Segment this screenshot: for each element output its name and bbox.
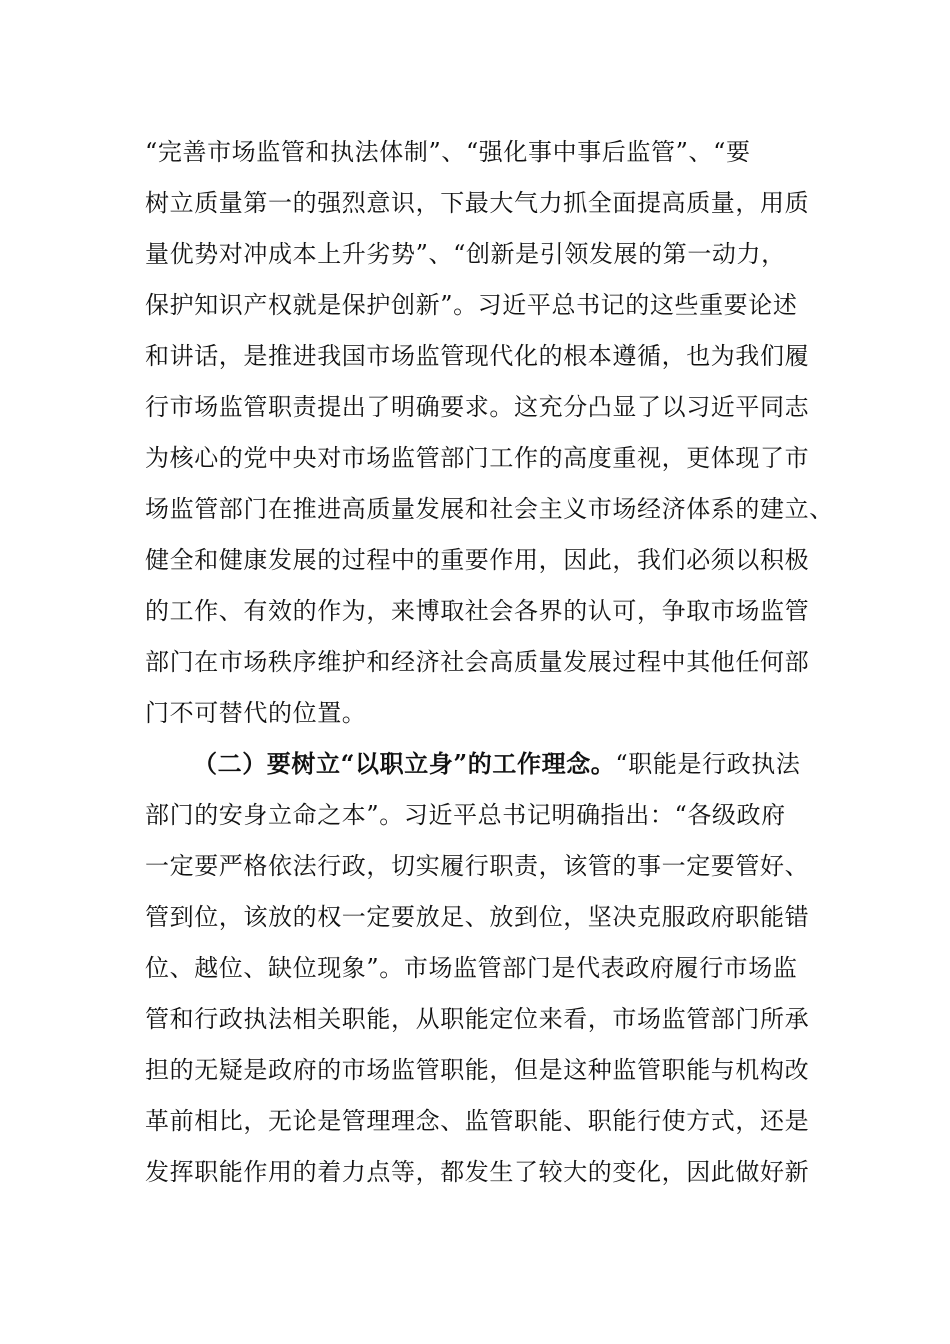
paragraph-2-line: 一定要严格依法行政，切实履行职责，该管的事一定要管好、	[145, 852, 810, 880]
paragraph-1-line: 门不可替代的位置。	[145, 699, 367, 727]
paragraph-1-line: 健全和健康发展的过程中的重要作用，因此，我们必须以积极	[145, 546, 810, 574]
paragraph-2-line: 管到位，该放的权一定要放足、放到位，坚决克服政府职能错	[145, 903, 810, 931]
paragraph-1-line: 部门在市场秩序维护和经济社会高质量发展过程中其他任何部	[145, 648, 810, 676]
paragraph-2-line: 担的无疑是政府的市场监管职能，但是这种监管职能与机构改	[145, 1056, 810, 1084]
paragraph-2-line: 位、越位、缺位现象”。市场监管部门是代表政府履行市场监	[145, 954, 798, 982]
paragraph-2-text: “职能是行政执法	[615, 750, 801, 778]
paragraph-1-line: 的工作、有效的作为，来博取社会各界的认可，争取市场监管	[145, 597, 810, 625]
paragraph-2-line: 革前相比，无论是管理理念、监管职能、职能行使方式，还是	[145, 1107, 810, 1135]
paragraph-1-line: 场监管部门在推进高质量发展和社会主义市场经济体系的建立、	[145, 495, 834, 523]
paragraph-1-line: 为核心的党中央对市场监管部门工作的高度重视，更体现了市	[145, 444, 810, 472]
paragraph-2-line: 管和行政执法相关职能，从职能定位来看，市场监管部门所承	[145, 1005, 810, 1033]
paragraph-1-line: “完善市场监管和执法体制”、“强化事中事后监管”、“要	[145, 138, 751, 166]
paragraph-2-line: 部门的安身立命之本”。习近平总书记明确指出：“各级政府	[145, 801, 786, 829]
section-heading: （二）要树立“以职立身”的工作理念。	[193, 749, 616, 778]
paragraph-2-line: 发挥职能作用的着力点等，都发生了较大的变化，因此做好新	[145, 1158, 810, 1186]
paragraph-2-first-line	[193, 748, 801, 780]
paragraph-1-line: 和讲话，是推进我国市场监管现代化的根本遵循，也为我们履	[145, 342, 810, 370]
paragraph-1-line: 行市场监管职责提出了明确要求。这充分凸显了以习近平同志	[145, 393, 810, 421]
paragraph-1-line: 树立质量第一的强烈意识，下最大气力抓全面提高质量，用质	[145, 189, 810, 217]
paragraph-1-line: 量优势对冲成本上升劣势”、“创新是引领发展的第一动力，	[145, 240, 786, 268]
paragraph-1-line: 保护知识产权就是保护创新”。习近平总书记的这些重要论述	[145, 291, 798, 319]
